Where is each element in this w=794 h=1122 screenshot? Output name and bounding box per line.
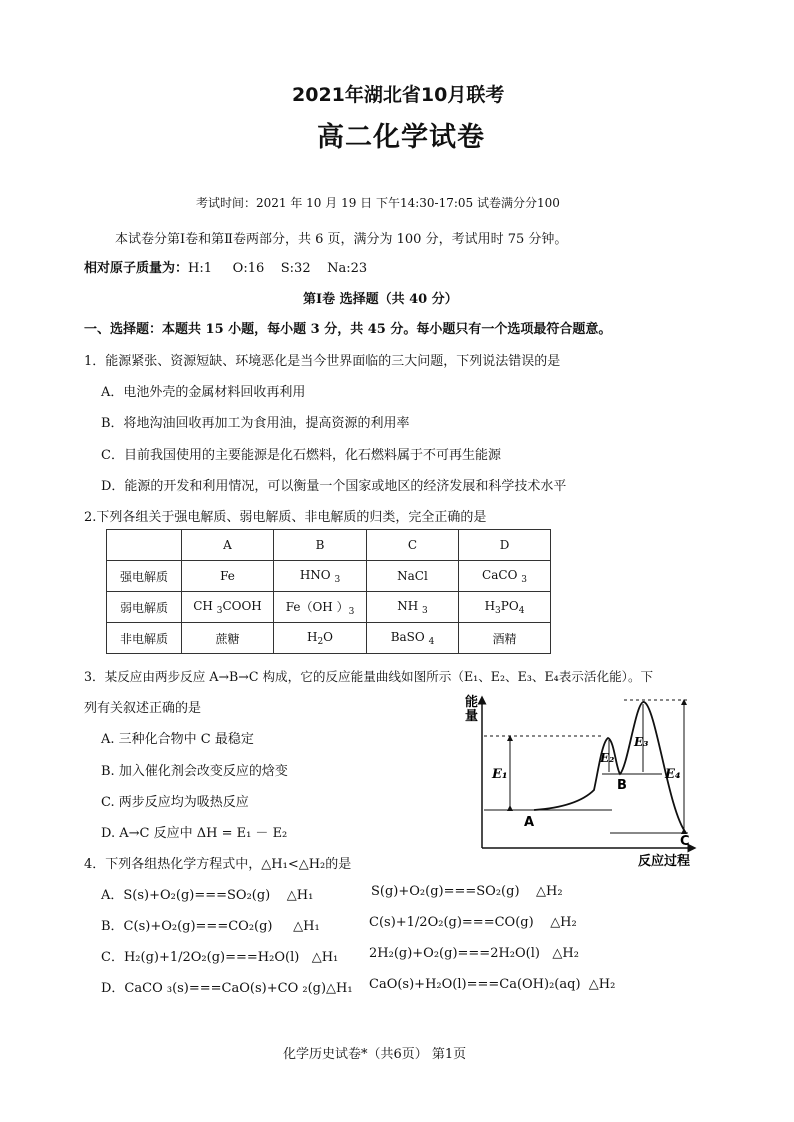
table-header-cell: D [459, 530, 551, 561]
q4-option-c-right: 2H₂(g)+O₂(g)===2H₂O(l) △H₂ [369, 946, 579, 961]
table-cell: HNO $_3$ [274, 561, 367, 592]
table-header-cell [107, 530, 182, 561]
q4-option-c-left: C．H₂(g)+1/2O₂(g)===H₂O(l) △H₁ [101, 950, 339, 965]
table-cell: CaCO $_3$ [459, 561, 551, 592]
energy-curve [534, 702, 686, 833]
q2-stem: 2.下列各组关于强电解质、弱电解质、非电解质的归类，完全正确的是 [84, 510, 487, 525]
table-cell: Fe（OH ）$_3$ [274, 592, 367, 623]
table-cell: Fe [182, 561, 274, 592]
q1-option-b: B．将地沟油回收再加工为食用油，提高资源的利用率 [101, 416, 410, 431]
exam-info: 考试时间：2021 年 10 月 19 日 下午14:30-17:05 试卷满分分100 [196, 196, 560, 210]
section-instructions: 一、选择题：本题共 15 小题，每小题 3 分，共 45 分。每小题只有一个选项最符合题意。 [84, 322, 612, 337]
row-label: 弱电解质 [107, 592, 182, 623]
atomic-mass-values: H:1 O:16 S:32 Na:23 [188, 261, 368, 276]
y-axis-label-bottom: 量 [465, 709, 479, 724]
q3-option-d: D. A→C 反应中 ΔH = E₁ － E₂ [101, 826, 288, 841]
q4-option-b-right: C(s)+1/2O₂(g)===CO(g) △H₂ [369, 915, 577, 930]
table-header-cell: C [367, 530, 459, 561]
q3-stem-line2: 列有关叙述正确的是 [84, 701, 202, 716]
q3-stem-line1: 3．某反应由两步反应 A→B→C 构成，它的反应能量曲线如图所示（E₁、E₂、E₃、E₄表示活化能）。下 [84, 669, 654, 684]
label-e1: E₁ [492, 767, 508, 782]
q3-option-b: B. 加入催化剂会改变反应的焓变 [101, 764, 288, 779]
label-a: A [524, 815, 535, 830]
table-cell: 蔗糖 [182, 623, 274, 654]
q4-option-a-left: A．S(s)+O₂(g)===SO₂(g) △H₁ [101, 888, 314, 903]
exam-intro: 本试卷分第Ⅰ卷和第Ⅱ卷两部分，共 6 页，满分为 100 分，考试用时 75 分钟。 [115, 232, 568, 247]
q4-option-d-right: CaO(s)+H₂O(l)===Ca(OH)₂(aq) △H₂ [369, 977, 616, 992]
energy-diagram [462, 690, 702, 870]
table-row [107, 561, 551, 592]
atomic-mass-line [84, 257, 367, 276]
q1-option-c: C．目前我国使用的主要能源是化石燃料，化石燃料属于不可再生能源 [101, 448, 501, 463]
q1-option-a: A．电池外壳的金属材料回收再利用 [101, 385, 306, 400]
page-footer: 化学历史试卷*（共6页） 第1页 [283, 1047, 467, 1062]
table-cell: BaSO $_4$ [367, 623, 459, 654]
electrolyte-table [106, 529, 551, 654]
table-cell: CH $_3$COOH [182, 592, 274, 623]
row-label: 非电解质 [107, 623, 182, 654]
y-axis-label-top: 能 [465, 695, 479, 710]
q4-option-b-left: B．C(s)+O₂(g)===CO₂(g) △H₁ [101, 919, 320, 934]
table-cell: $H_3PO_4$ [459, 592, 551, 623]
q4-option-a-right: S(g)+O₂(g)===SO₂(g) △H₂ [371, 884, 563, 899]
row-label: 强电解质 [107, 561, 182, 592]
subject-title: 高二化学试卷 [317, 122, 485, 153]
table-row [107, 592, 551, 623]
table-row [107, 623, 551, 654]
label-e4: E₄ [665, 767, 681, 782]
q3-option-a: A. 三种化合物中 C 最稳定 [101, 732, 254, 747]
table-header-row [107, 530, 551, 561]
q1-option-d: D．能源的开发和利用情况，可以衡量一个国家或地区的经济发展和科学技术水平 [101, 479, 567, 494]
x-axis-label: 反应过程 [638, 854, 691, 869]
table-cell: NaCl [367, 561, 459, 592]
table-header-cell: B [274, 530, 367, 561]
label-e2: E₂ [600, 751, 615, 765]
q4-stem: 4．下列各组热化学方程式中，△H₁<△H₂的是 [84, 857, 352, 872]
exam-name: 2021年湖北省10月联考 [292, 84, 505, 106]
table-cell: $H_2O$ [274, 623, 367, 654]
table-header-cell: A [182, 530, 274, 561]
label-e3: E₃ [634, 735, 649, 749]
label-c: C [680, 834, 690, 849]
table-cell: 酒精 [459, 623, 551, 654]
label-b: B [617, 778, 627, 793]
q1-stem: 1．能源紧张、资源短缺、环境恶化是当今世界面临的三大问题，下列说法错误的是 [84, 354, 561, 369]
q4-option-d-left: D．CaCO ₃(s)===CaO(s)+CO ₂(g)△H₁ [101, 981, 353, 996]
q3-option-c: C. 两步反应均为吸热反应 [101, 795, 249, 810]
atomic-mass-label: 相对原子质量为： [84, 261, 189, 276]
section-title: 第Ⅰ卷 选择题（共 40 分） [303, 292, 458, 307]
table-cell: NH $_3$ [367, 592, 459, 623]
